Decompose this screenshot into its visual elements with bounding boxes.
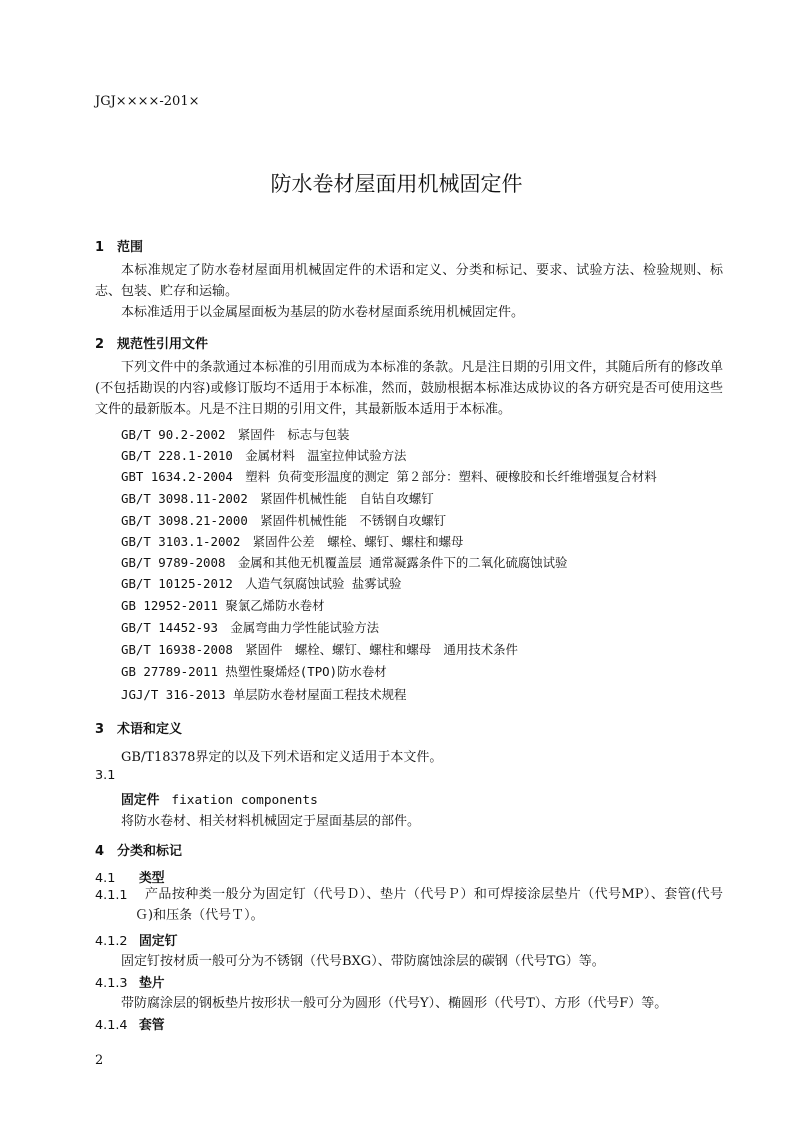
section-3-heading [95, 718, 182, 737]
reference-item: GB/T 14452-93 金属弯曲力学性能试验方法 [121, 620, 380, 635]
reference-item: GB/T 3098.21-2000 紧固件机械性能 不锈钢自攻螺钉 [121, 513, 447, 528]
reference-item: GB/T 10125-2012 人造气氛腐蚀试验 盐雾试验 [121, 576, 402, 591]
reference-item: GB/T 16938-2008 紧固件 螺栓、螺钉、螺柱和螺母 通用技术条件 [121, 642, 518, 657]
reference-item: GBT 1634.2-2004 塑料 负荷变形温度的测定 第２部分：塑料、硬橡胶和长纤维增强复合材料 [121, 469, 657, 484]
reference-item: GB 27789-2011 热塑性聚烯烃(TPO)防水卷材 [121, 664, 387, 679]
reference-item: GB/T 3098.11-2002 紧固件机械性能 自钻自攻螺钉 [121, 491, 434, 506]
reference-item: GB/T 228.1-2010 金属材料 温室拉伸试验方法 [121, 448, 407, 463]
clause-title: 固定钉 [139, 934, 178, 949]
clause-number: 4.1.4 [95, 1018, 128, 1033]
section-3-paragraph-1: GB/T18378界定的以及下列术语和定义适用于本文件。 [121, 750, 443, 765]
page-number: 2 [95, 1053, 104, 1068]
section-1-paragraph-1: 本标准规定了防水卷材屋面用机械固定件的术语和定义、分类和标记、要求、试验方法、检验规则、标志、包装、贮存和运输。 [95, 263, 723, 299]
reference-item: GB/T 9789-2008 金属和其他无机覆盖层 通常凝露条件下的二氧化硫腐蚀试验 [121, 555, 568, 570]
clause-title: 套管 [139, 1018, 165, 1033]
section-title: 规范性引用文件 [117, 337, 209, 352]
clause-4-1-4-heading [95, 1014, 165, 1033]
section-2-heading [95, 333, 208, 352]
clause-number: 4.1.3 [95, 976, 128, 991]
clause-4-1-2-text: 固定钉按材质一般可分为不锈钢（代号BXG）、带防腐蚀涂层的碳钢（代号TG）等。 [121, 954, 605, 969]
section-title: 范围 [117, 240, 144, 255]
clause-4-1-1-number: 4.1.1 [95, 888, 128, 903]
term-chinese: 固定件 [121, 793, 160, 808]
clause-number: 4.1.2 [95, 934, 128, 949]
clause-4-1-2-heading [95, 930, 177, 949]
subsection-title: 类型 [139, 871, 165, 886]
term-english: fixation components [171, 793, 318, 808]
reference-item: JGJ/T 316-2013 单层防水卷材屋面工程技术规程 [121, 687, 407, 702]
section-title: 术语和定义 [117, 722, 183, 737]
subsection-number: 4.1 [95, 871, 116, 886]
section-number: 3 [95, 722, 105, 737]
document-code: JGJ××××-201× [95, 94, 200, 109]
section-number: 4 [95, 844, 105, 859]
section-1-paragraph-2: 本标准适用于以金属屋面板为基层的防水卷材屋面系统用机械固定件。 [121, 305, 525, 320]
section-1-heading [95, 236, 143, 255]
reference-item: GB 12952-2011 聚氯乙烯防水卷材 [121, 598, 325, 613]
section-2-paragraph-1: 下列文件中的条款通过本标准的引用而成为本标准的条款。凡是注日期的引用文件，其随后所有的修改单(不包括勘误的内容)或修订版均不适用于本标准，然而，鼓励根据本标准达成协议的各方研究是否可使用这些文件的最新版本。凡是不注日期的引用文件，其最新版本适用于本标准。 [95, 360, 723, 417]
reference-item: GB/T 3103.1-2002 紧固件公差 螺栓、螺钉、螺柱和螺母 [121, 534, 464, 549]
clause-4-1-3-text: 带防腐涂层的钢板垫片按形状一般可分为圆形（代号Y）、椭圆形（代号T）、方形（代号F）等。 [121, 996, 668, 1011]
section-number: 2 [95, 337, 105, 352]
document-title: 防水卷材屋面用机械固定件 [270, 172, 523, 196]
clause-4-1-3-heading [95, 972, 165, 991]
clause-4-1-1-text: 产品按种类一般分为固定钉（代号Ｄ）、垫片（代号Ｐ）和可焊接涂层垫片（代号MP）、套管(代号Ｇ)和压条（代号Ｔ）。 [135, 887, 723, 923]
term-heading [121, 789, 318, 808]
section-4-heading [95, 840, 182, 859]
term-definition: 将防水卷材、相关材料机械固定于屋面基层的部件。 [121, 814, 421, 829]
reference-item: GB/T 90.2-2002 紧固件 标志与包装 [121, 427, 350, 442]
section-title: 分类和标记 [117, 844, 183, 859]
term-number: 3.1 [95, 768, 116, 783]
section-number: 1 [95, 240, 105, 255]
clause-title: 垫片 [139, 976, 165, 991]
